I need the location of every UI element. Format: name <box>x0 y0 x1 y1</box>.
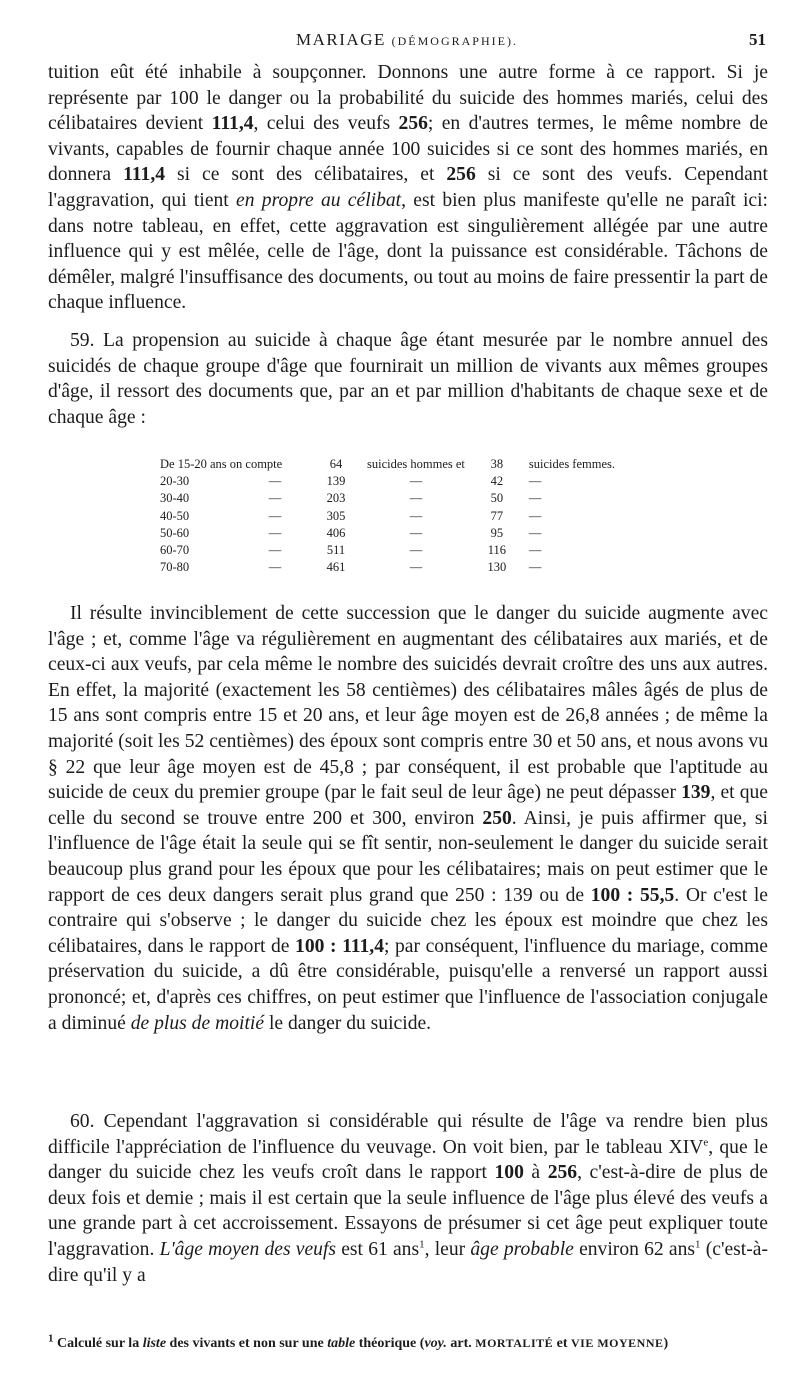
text-run: , que le danger du suicide chez les veufs croît dans le rapport <box>48 1136 768 1184</box>
text-run: , leur <box>424 1238 471 1260</box>
age-range: 30-40 <box>160 491 190 506</box>
table-row <box>160 542 615 559</box>
text-run: . Or c'est le contraire qui s'observe ; le danger du suicide chez les époux est moindre que chez les célibataires, dans le rapport de <box>48 884 768 957</box>
dash: — <box>268 474 282 489</box>
italic-phrase: de plus de moitié <box>130 1012 265 1034</box>
text-run: ; par conséquent, l'influence du mariage, comme préservation du suicide, a dû être considérable, puisqu'elle a renversé un rapport aussi prononcé; et, d'après ces chiffres, on peut estimer que l'influence de l'association conjugale a diminué <box>48 935 768 1034</box>
italic-phrase: L'âge moyen des veufs <box>159 1238 337 1260</box>
text-run: tuition eût été inhabile à soupçonner. Donnons une autre forme à ce rapport. Si je représente par 100 le danger ou la probabilité du suicide des hommes mariés, celui des célibataires devient <box>48 62 768 135</box>
first-row-suffix: suicides femmes. <box>528 457 615 471</box>
paragraph-59 <box>48 328 768 430</box>
women-value: 77 <box>490 508 504 523</box>
dash: — <box>528 491 542 506</box>
paragraph-conclusion <box>48 601 768 1036</box>
dash: — <box>268 525 282 540</box>
text-run: si ce sont des veufs. Cependant l'aggravation, qui tient <box>48 164 769 211</box>
text-run: , celui des veufs <box>253 113 399 135</box>
bold-value: 256 <box>446 164 476 186</box>
text-run: si ce sont des célibataires, et <box>165 164 447 186</box>
text-run: art. <box>446 1336 476 1351</box>
age-range: 50-60 <box>160 525 190 540</box>
text-run: ; en d'autres termes, le même nombre de vivants, capables de fournir chaque année 100 suicides si ce sont des hommes mariés, en donnera <box>48 113 768 186</box>
table-row <box>160 508 615 525</box>
dash: — <box>409 560 423 575</box>
text-run: le danger du suicide. <box>264 1012 432 1034</box>
men-value: 461 <box>326 560 346 575</box>
age-range: 40-50 <box>160 508 190 523</box>
paragraph-59-text: 59. La propension au suicide à chaque âge étant mesurée par le nombre annuel des suicidés de chaque groupe d'âge que fournirait un million de vivants aux mêmes groupes d'âge, il ressort des documents que, par an et par million d'habitants de chaque sexe et de chaque âge : <box>48 330 768 428</box>
women-value: 95 <box>490 525 504 540</box>
men-value: 406 <box>326 525 346 540</box>
text-run: Il résulte invinciblement de cette succession que le danger du suicide augmente avec l'âge ; et, comme l'âge va régulièrement en augmentant des célibataires aux mariés, et de ceux-ci aux veufs, par cela même le nombre des suicidés devrait croître des uns aux autres. En effet, la majorité (exactement les 58 centièmes) des célibataires mâles âgés de plus de 15 ans sont compris entre 15 et 20 ans, et leur âge moyen est de 26,8 années ; de même la majorité (soit les 52 centièmes) des époux sont compris entre 30 et 50 ans, et nous avons vu § 22 que leur âge moyen est de 45,8 ; par conséquent, il est probable que l'aptitude au suicide de ceux du premier groupe (par le fait seul de leur âge) ne peut dépasser <box>48 603 768 804</box>
women-value: 42 <box>490 474 504 489</box>
dash: — <box>409 474 423 489</box>
table-row <box>160 490 615 507</box>
superscript: e <box>703 1136 709 1149</box>
table-row <box>160 456 615 473</box>
text-run: ) <box>663 1336 669 1351</box>
text-run: et <box>553 1336 572 1351</box>
dash: — <box>528 508 542 523</box>
paragraph-continuation <box>48 60 768 316</box>
table-row <box>160 473 615 490</box>
bold-value: 111,4 <box>123 164 166 186</box>
text-run: 60. Cependant l'aggravation si considérable qui résulte de l'âge va rendre bien plus difficile l'appréciation de l'influence du veuvage. On voit bien, par le tableau XIV <box>48 1111 768 1158</box>
text-run: , c'est-à-dire de plus de deux fois et demie ; mais il est certain que la seule influence de l'âge plus élevé des veufs a une grande part à cet accroissement. Essayons de présumer si cet âge peut expliquer toute l'aggravation. <box>48 1162 769 1260</box>
footnote-marker: 1 <box>48 1332 54 1345</box>
age-range: 70-80 <box>160 560 190 575</box>
dash: — <box>528 543 542 558</box>
running-header <box>48 30 766 56</box>
dash: — <box>268 543 282 558</box>
dash: — <box>268 491 282 506</box>
men-value: 305 <box>326 508 346 523</box>
running-title-subtitle: (DÉMOGRAPHIE). <box>391 34 518 48</box>
dash: — <box>528 525 542 540</box>
text-run: (c'est-à-dire qu'il y a <box>48 1238 768 1286</box>
bold-value: 250 <box>482 807 512 829</box>
table-row <box>160 559 615 576</box>
footnote <box>48 1332 768 1355</box>
dash: — <box>528 474 542 489</box>
first-row-prefix: De 15-20 ans on compte <box>160 457 283 471</box>
men-value: 139 <box>326 474 346 489</box>
bold-value: 100 <box>494 1162 524 1184</box>
dash: — <box>268 560 282 575</box>
bold-value: 139 <box>681 782 711 804</box>
running-title-main: MARIAGE <box>296 30 386 49</box>
suicide-by-age-table <box>160 456 615 576</box>
bold-value: 256 <box>398 113 428 135</box>
small-caps-term: MORTALITÉ <box>475 1336 554 1350</box>
dash: — <box>409 491 423 506</box>
page-number: 51 <box>749 30 766 49</box>
text-run: à <box>523 1162 548 1184</box>
small-caps-term: VIE MOYENNE <box>571 1336 664 1350</box>
italic-phrase: voy. <box>424 1336 447 1351</box>
italic-phrase: âge probable <box>470 1238 574 1260</box>
bold-value: 100 : 55,5 <box>590 884 675 906</box>
text-run: est 61 ans <box>336 1238 420 1260</box>
dash: — <box>409 525 423 540</box>
italic-phrase: table <box>327 1336 356 1351</box>
men-value: 64 <box>329 457 343 471</box>
dash: — <box>409 508 423 523</box>
italic-phrase: en propre au célibat <box>236 189 402 211</box>
dash: — <box>528 560 542 575</box>
running-title <box>48 30 766 50</box>
bold-value: 256 <box>547 1162 578 1184</box>
text-run: . Ainsi, je puis affirmer que, si l'influence de l'âge était la seule qui se fît sentir, non-seulement le danger du suicide serait beaucoup plus grand pour les époux que pour les célibataires; mais on peut estimer que le rapport de ces deux dangers serait plus grand que 250 : 139 ou de <box>48 807 768 906</box>
bold-value: 111,4 <box>211 113 254 135</box>
bold-value: 100 : 111,4 <box>295 935 384 957</box>
footnote-ref: 1 <box>695 1238 701 1251</box>
women-value: 116 <box>487 543 507 558</box>
age-range: 60-70 <box>160 543 190 558</box>
paragraph-60 <box>48 1109 768 1288</box>
table-row <box>160 525 615 542</box>
text-run: , et que celle du second se trouve entre 200 et 300, environ <box>48 782 768 829</box>
footnote-ref: 1 <box>419 1238 425 1251</box>
women-value: 38 <box>490 457 504 471</box>
first-row-mid: suicides hommes et <box>367 457 465 471</box>
women-value: 50 <box>490 491 504 506</box>
text-run: environ 62 ans <box>573 1238 696 1260</box>
text-run: des vivants et non sur une <box>166 1336 328 1351</box>
text-run: théorique ( <box>355 1336 425 1351</box>
italic-phrase: liste <box>142 1336 167 1351</box>
age-range: 20-30 <box>160 474 190 489</box>
dash: — <box>268 508 282 523</box>
women-value: 130 <box>487 560 507 575</box>
text-run: , est bien plus manifeste qu'elle ne paraît ici: dans notre tableau, en effet, cette aggravation est singulièrement allégée par une autre influence qui y est mêlée, celle de l'âge, dont la puissance est considérable. Tâchons de démêler, malgré l'insuffisance des documents, ou tout au moins de faire pressentir la part de chaque influence. <box>48 189 769 314</box>
dash: — <box>409 543 423 558</box>
text-run: Calculé sur la <box>53 1336 143 1351</box>
men-value: 511 <box>326 543 346 558</box>
men-value: 203 <box>326 491 346 506</box>
